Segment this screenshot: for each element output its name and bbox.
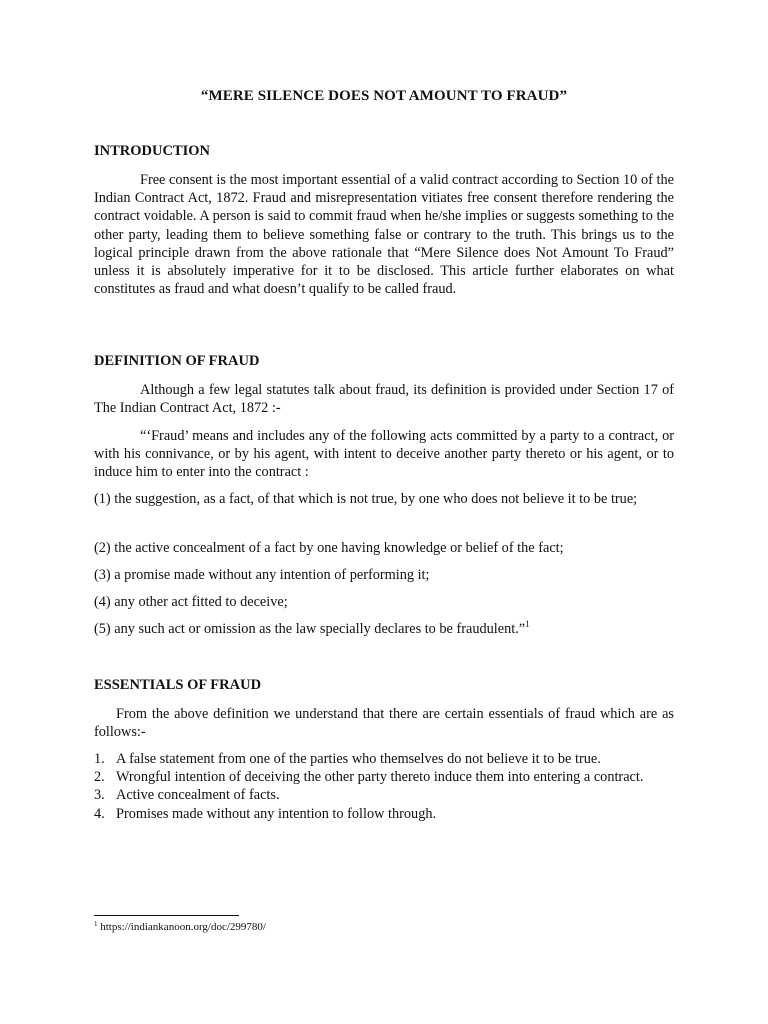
list-item-number: 1. [94, 751, 105, 767]
list-item [94, 805, 674, 823]
introduction-paragraph: Free consent is the most important essential of a valid contract according to Section 10 of the Indian Contract Act, 1872. Fraud and misrepresentation vitiates free consent therefore rendering the contract voidable. A person is said to commit fraud when he/she implies or suggests something to the other party, leading them to believe something false or contrary to the truth. This brings us to the logical principle drawn from the above rationale that “Mere Silence does Not Amount To Fraud” unless it is absolutely imperative for it to be disclosed. This article further elaborates on what constitutes as fraud and what doesn’t qualify to be called fraud. [94, 172, 674, 298]
footnote-marker: 1 [94, 920, 98, 928]
list-item-number: 2. [94, 769, 105, 786]
footnote-divider [94, 915, 239, 916]
definition-clause-1: (1) the suggestion, as a fact, of that which is not true, by one who does not believe it to be true; [94, 491, 638, 507]
list-item-text: A false statement from one of the parties who themselves do not believe it to be true. [116, 751, 601, 767]
introduction-heading: INTRODUCTION [94, 143, 211, 159]
list-item-number: 3. [94, 787, 105, 804]
definition-clause-2: (2) the active concealment of a fact by one having knowledge or belief of the fact; [94, 540, 564, 556]
list-item [94, 768, 674, 786]
list-item-text: Wrongful intention of deceiving the other party thereto induce them into entering a contract. [116, 769, 644, 786]
essentials-heading: ESSENTIALS OF FRAUD [94, 677, 262, 693]
list-item [94, 750, 674, 768]
list-item-number: 4. [94, 805, 105, 822]
list-item-text: Active concealment of facts. [116, 787, 280, 804]
definition-quote-paragraph: “‘Fraud’ means and includes any of the following acts committed by a party to a contract, or with his connivance, or by his agent, with intent to deceive another party thereto or his agent, or to induce him to enter into the contract : [94, 428, 674, 481]
essentials-list [94, 750, 674, 823]
definition-heading: DEFINITION OF FRAUD [94, 353, 260, 369]
footnote-reference[interactable]: 1 [525, 619, 530, 629]
definition-clause-5 [94, 620, 674, 638]
essentials-lead-paragraph: From the above definition we understand that there are certain essentials of fraud which are as follows:- [94, 706, 674, 741]
definition-clause-5-text: (5) any such act or omission as the law specially declares to be fraudulent.” [94, 621, 526, 637]
list-item [94, 786, 674, 804]
definition-clause-4: (4) any other act fitted to deceive; [94, 594, 288, 610]
document-title: “MERE SILENCE DOES NOT AMOUNT TO FRAUD” [200, 88, 568, 104]
definition-clause-3: (3) a promise made without any intention of performing it; [94, 567, 430, 583]
footnote [94, 921, 266, 933]
list-item-text: Promises made without any intention to follow through. [116, 805, 437, 822]
definition-lead-paragraph: Although a few legal statutes talk about fraud, its definition is provided under Section 17 of The Indian Contract Act, 1872 :- [94, 382, 674, 417]
footnote-link[interactable]: https://indiankanoon.org/doc/299780/ [100, 921, 266, 933]
